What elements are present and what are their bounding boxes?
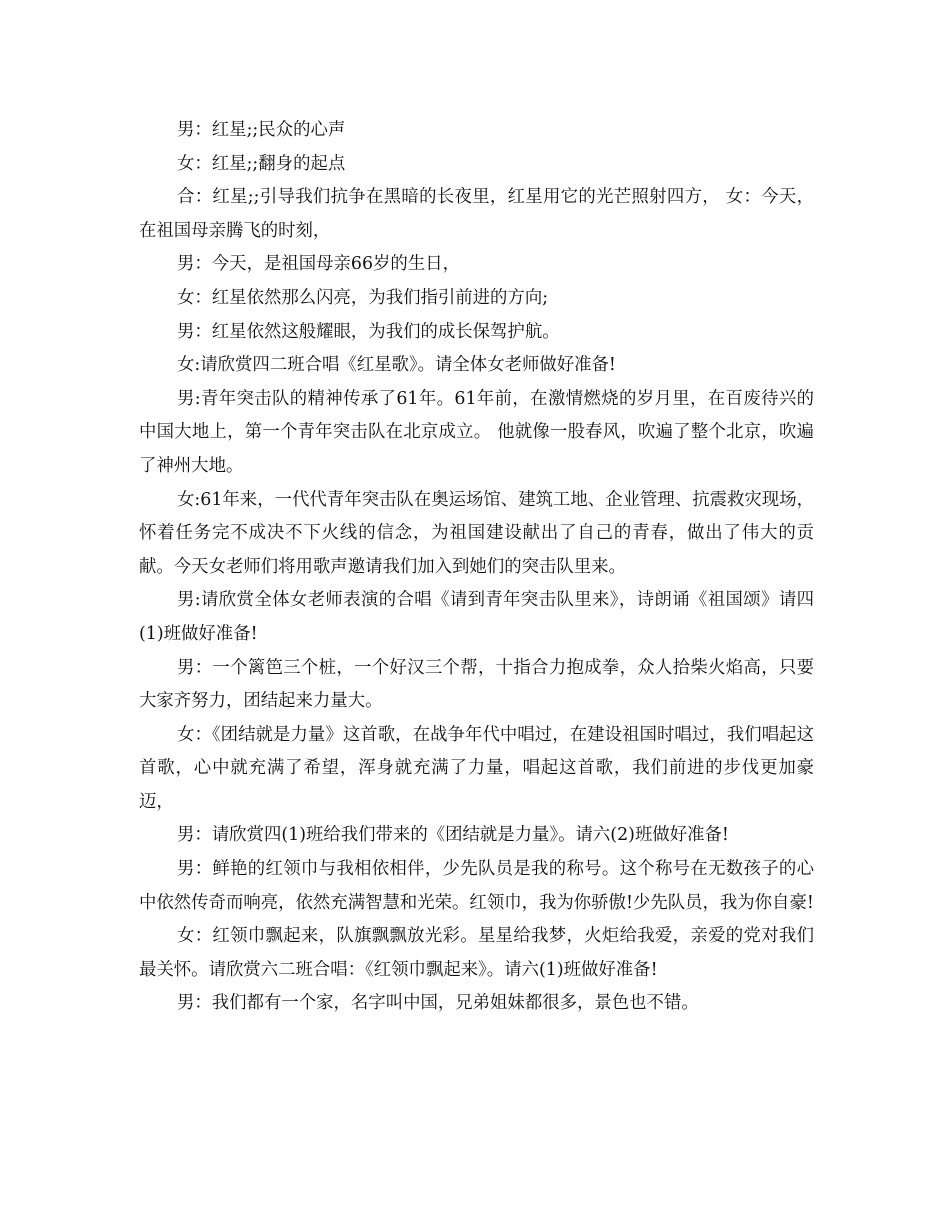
paragraph: 男:请欣赏全体女老师表演的合唱《请到青年突击队里来》，诗朗诵《祖国颂》请四(1)班做好准备! [139, 590, 814, 644]
paragraph: 女:61年来，一代代青年突击队在奥运场馆、建筑工地、企业管理、抗震救灾现场，怀着任务完不成决不下火线的信念，为祖国建设献出了自己的青春，做出了伟大的贡献。今天女老师们将用歌声邀请我们加入到她们的突击队里来。 [139, 489, 814, 577]
paragraph: 男：一个篱笆三个桩，一个好汉三个帮，十指合力抱成拳，众人拾柴火焰高，只要大家齐努力，团结起来力量大。 [139, 657, 814, 712]
paragraph: 男：今天，是祖国母亲66岁的生日， [177, 254, 460, 275]
paragraph: 女：红领巾飘起来，队旗飘飘放光彩。星星给我梦，火炬给我爱，亲爱的党对我们最关怀。请欣赏六二班合唱：《红领巾飘起来》。请六(1)班做好准备! [139, 926, 814, 980]
paragraph: 合：红星;;引导我们抗争在黑暗的长夜里，红星用它的光芒照射四方， 女：今天，在祖国母亲腾飞的时刻， [139, 187, 814, 241]
paragraph: 男：鲜艳的红领巾与我相依相伴，少先队员是我的称号。这个称号在无数孩子的心中依然传奇而响亮，依然充满智慧和光荣。红领巾，我为你骄傲!少先队员，我为你自豪! [139, 859, 814, 913]
paragraph: 女：《团结就是力量》这首歌，在战争年代中唱过，在建设祖国时唱过，我们唱起这首歌，心中就充满了希望，浑身就充满了力量，唱起这首歌，我们前进的步伐更加豪迈， [139, 724, 814, 812]
paragraph: 男：红星依然这般耀眼，为我们的成长保驾护航。 [177, 321, 560, 342]
paragraph: 女：红星依然那么闪亮，为我们指引前进的方向; [177, 287, 549, 308]
paragraph: 男：我们都有一个家，名字叫中国，兄弟姐妹都很多，景色也不错。 [177, 993, 699, 1014]
paragraph: 男：请欣赏四(1)班给我们带来的《团结就是力量》。请六(2)班做好准备! [177, 825, 729, 846]
paragraph: 女:请欣赏四二班合唱《红星歌》。请全体女老师做好准备! [177, 355, 616, 376]
paragraph: 男：红星;;民众的心声 [177, 120, 346, 140]
paragraph: 女：红星;;翻身的起点 [177, 153, 346, 174]
paragraph: 男:青年突击队的精神传承了61年。61年前，在激情燃烧的岁月里，在百废待兴的中国大地上，第一个青年突击队在北京成立。 他就像一股春风，吹遍了整个北京，吹遍了神州大地。 [139, 388, 814, 476]
